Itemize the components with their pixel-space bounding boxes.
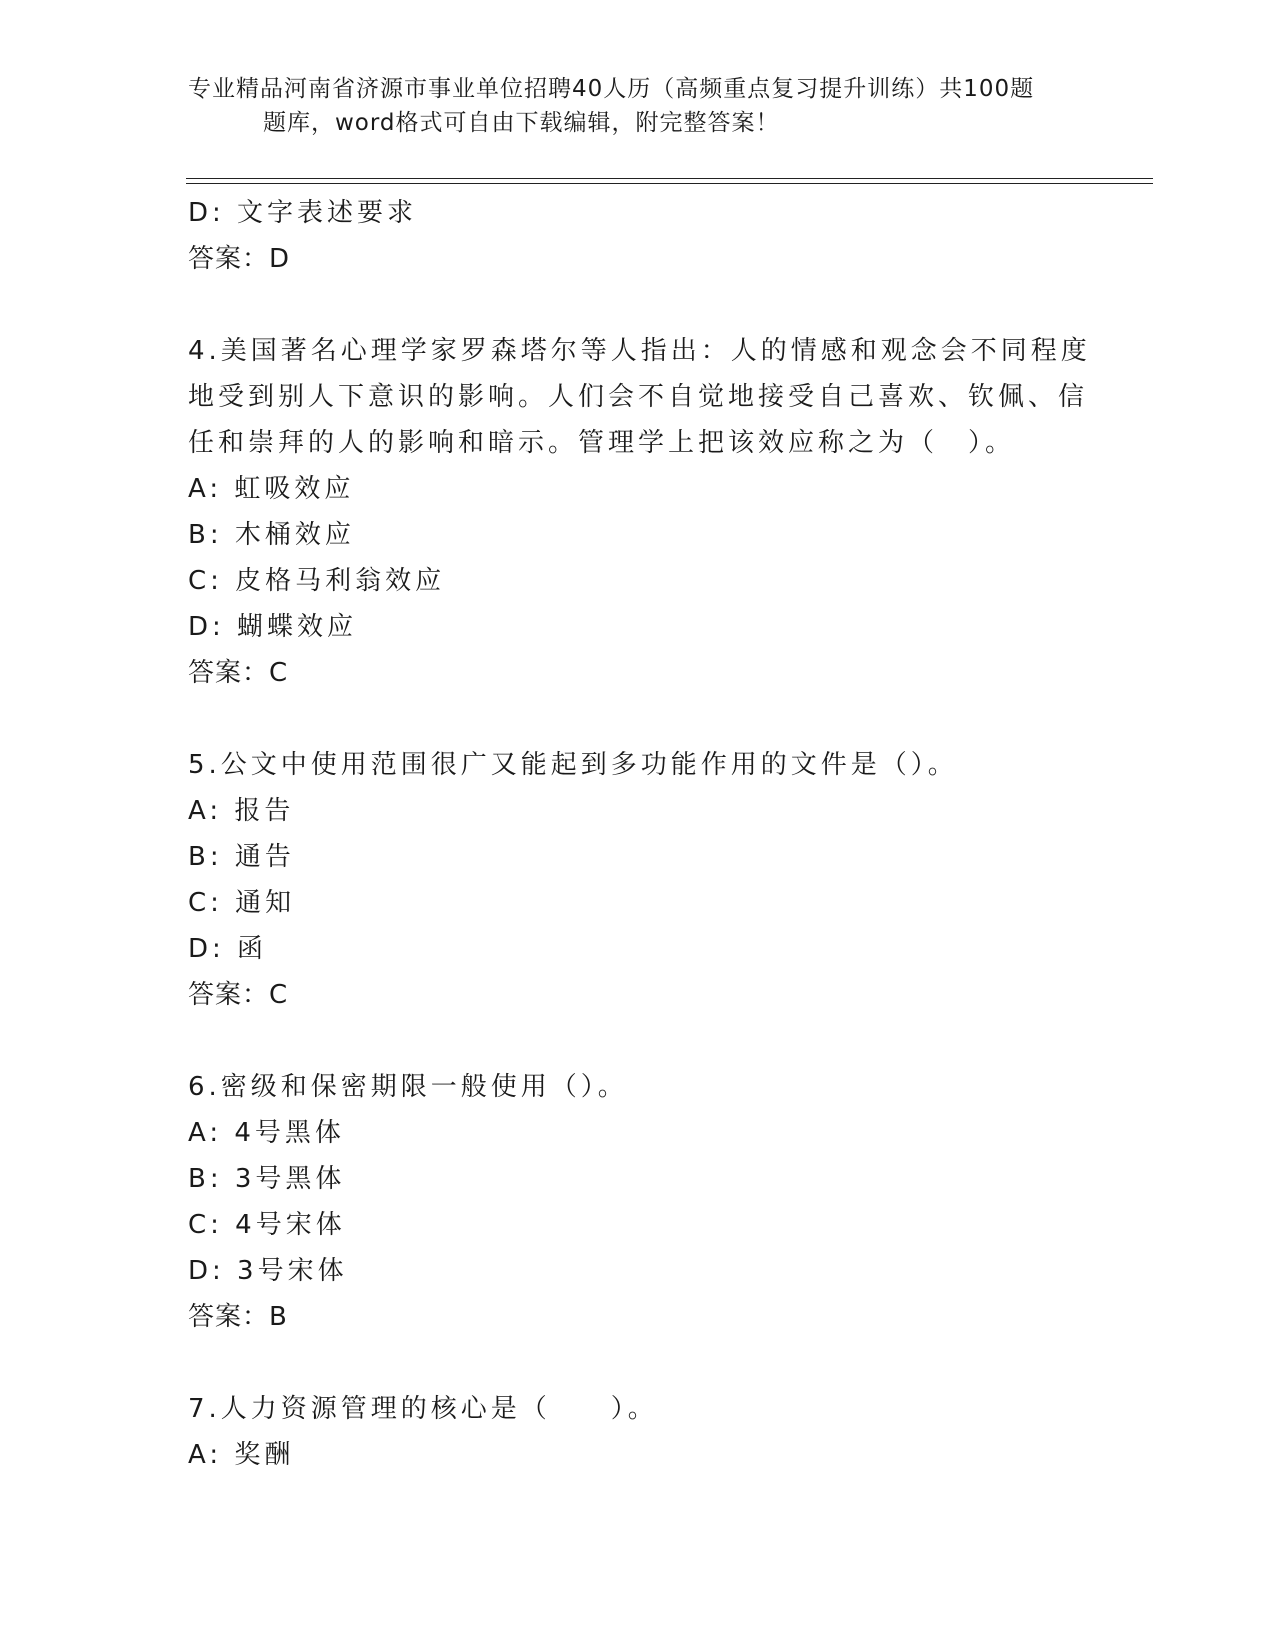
q5-stem: 5.公文中使用范围很广又能起到多功能作用的文件是（）。 xyxy=(188,750,958,780)
q4-option-c: C: 皮格马利翁效应 xyxy=(188,566,446,596)
q3-option-d: D: 文字表述要求 xyxy=(188,198,418,228)
q4-option-d: D: 蝴蝶效应 xyxy=(188,612,358,642)
q7-stem: 7.人力资源管理的核心是（ ）。 xyxy=(188,1394,658,1424)
q4-stem-line2: 地受到别人下意识的影响。人们会不自觉地接受自己喜欢、钦佩、信 xyxy=(188,382,1089,412)
question-5 xyxy=(188,742,1088,1018)
q5-option-d: D: 函 xyxy=(188,934,268,964)
q5-option-a: A: 报告 xyxy=(188,796,295,826)
q5-option-b: B: 通告 xyxy=(188,842,295,872)
q4-stem-line1: 4.美国著名心理学家罗森塔尔等人指出：人的情感和观念会不同程度 xyxy=(188,336,1091,366)
q7-option-a: A: 奖酬 xyxy=(188,1440,295,1470)
spacer xyxy=(188,1340,1088,1386)
q3-answer: 答案：D xyxy=(188,244,291,274)
header-rule-bottom xyxy=(186,183,1153,184)
header-rule-top xyxy=(186,178,1153,179)
q6-stem: 6.密级和保密期限一般使用（）。 xyxy=(188,1072,628,1102)
header-title-line1: 专业精品河南省济源市事业单位招聘40人历（高频重点复习提升训练）共100题 xyxy=(188,76,1035,102)
document-body xyxy=(188,190,1091,1478)
question-4 xyxy=(188,328,1091,696)
q5-option-c: C: 通知 xyxy=(188,888,296,918)
q4-option-a: A: 虹吸效应 xyxy=(188,474,355,504)
spacer xyxy=(188,696,1088,742)
q4-answer: 答案：C xyxy=(188,658,289,688)
q6-option-a: A: 4号黑体 xyxy=(188,1118,345,1148)
spacer xyxy=(188,1018,1088,1064)
question-6 xyxy=(188,1064,1088,1340)
q6-option-c: C: 4号宋体 xyxy=(188,1210,346,1240)
header-title-line2: 题库，word格式可自由下载编辑，附完整答案！ xyxy=(263,110,780,136)
document-header xyxy=(188,72,1088,140)
q4-option-b: B: 木桶效应 xyxy=(188,520,355,550)
spacer xyxy=(188,282,1088,328)
question-7 xyxy=(188,1386,1088,1478)
q6-option-b: B: 3号黑体 xyxy=(188,1164,346,1194)
q5-answer: 答案：C xyxy=(188,980,289,1010)
q6-option-d: D: 3号宋体 xyxy=(188,1256,348,1286)
q6-answer: 答案：B xyxy=(188,1302,288,1332)
q4-stem-line3: 任和崇拜的人的影响和暗示。管理学上把该效应称之为（ ）。 xyxy=(188,428,1016,458)
